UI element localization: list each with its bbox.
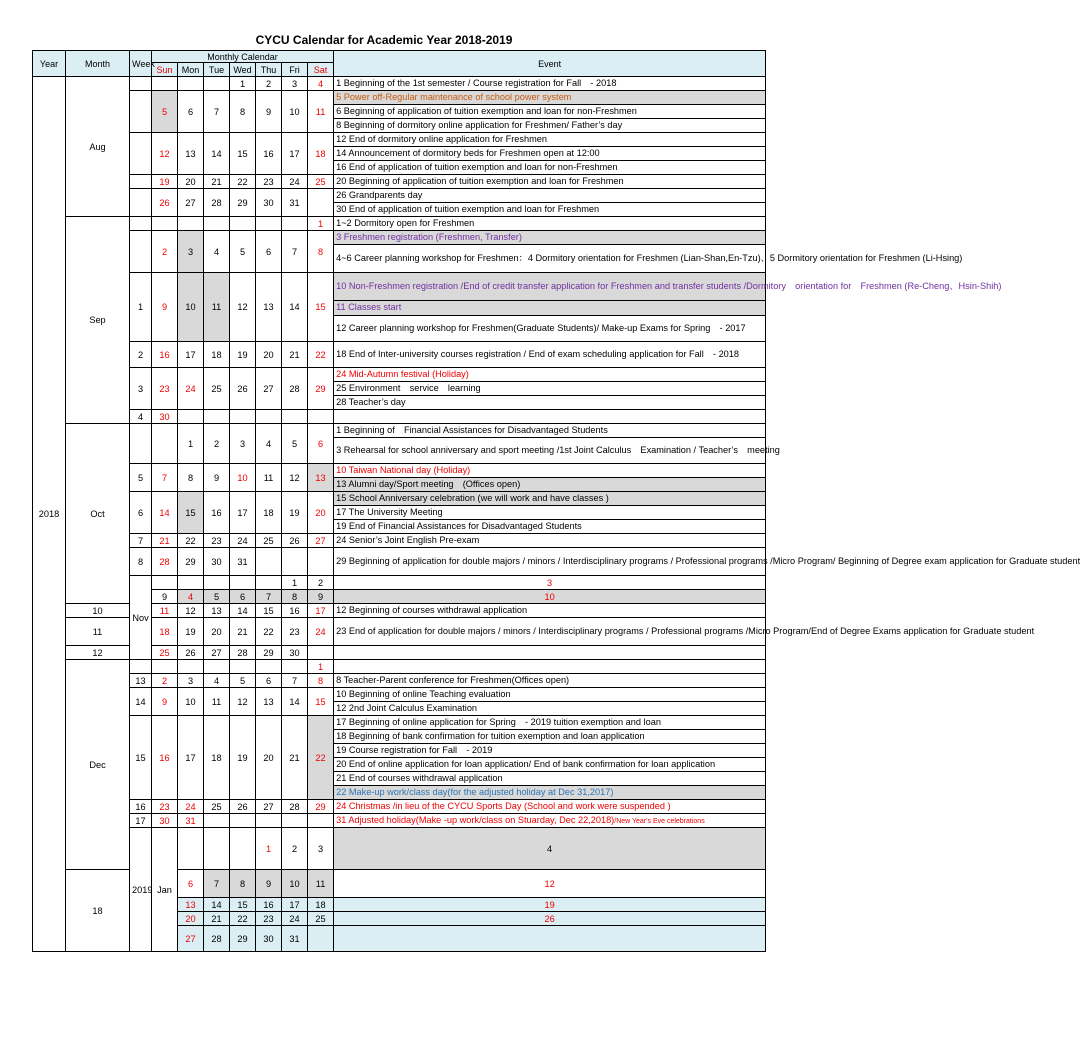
month-cell: Nov: [130, 576, 152, 660]
week-cell: [130, 175, 152, 189]
week-cell: 2: [130, 342, 152, 368]
day-cell: 22: [308, 342, 334, 368]
week-cell: [130, 660, 152, 674]
day-cell: 1: [256, 828, 282, 870]
day-cell: 3: [178, 231, 204, 273]
month-cell: Aug: [66, 77, 130, 217]
day-cell: 29: [308, 368, 334, 410]
day-header: Thu: [256, 63, 282, 77]
day-cell: 2: [152, 231, 178, 273]
day-cell: 16: [204, 492, 230, 534]
day-cell: 15: [308, 688, 334, 716]
day-cell: 29: [178, 548, 204, 576]
day-cell: 29: [308, 800, 334, 814]
day-cell: 20: [308, 492, 334, 534]
day-cell: 29: [230, 189, 256, 217]
month-cell: Sep: [66, 217, 130, 424]
day-cell: 11: [204, 273, 230, 342]
day-cell: 21: [204, 175, 230, 189]
day-cell: 6: [256, 674, 282, 688]
year-header: Year: [33, 51, 66, 77]
day-cell: 12: [230, 688, 256, 716]
week-cell: [130, 217, 152, 231]
day-cell: 13: [256, 688, 282, 716]
day-cell: 23: [204, 534, 230, 548]
day-cell: 14: [204, 898, 230, 912]
day-cell: 24: [282, 175, 308, 189]
day-cell: 10: [230, 464, 256, 492]
day-cell: 18: [204, 716, 230, 800]
day-cell: 7: [282, 674, 308, 688]
day-cell: 27: [308, 534, 334, 548]
day-cell: 20: [204, 618, 230, 646]
day-cell: 6: [178, 91, 204, 133]
week-cell: 3: [130, 368, 152, 410]
day-cell: [308, 189, 334, 217]
day-cell: 16: [152, 342, 178, 368]
day-cell: 22: [178, 534, 204, 548]
day-cell: 2: [256, 77, 282, 91]
day-cell: 7: [152, 464, 178, 492]
day-cell: 5: [230, 674, 256, 688]
day-cell: 10: [178, 273, 204, 342]
day-cell: 23: [152, 368, 178, 410]
day-cell: 12: [282, 464, 308, 492]
day-cell: 24: [230, 534, 256, 548]
event-cell: 24 Christmas /in lieu of the CYCU Sports Day (School and work were suspended ): [334, 800, 766, 814]
event-cell: 19 End of Financial Assistances for Disadvantaged Students: [334, 520, 766, 534]
event-cell: [334, 814, 766, 828]
week-cell: 6: [130, 492, 152, 534]
week-cell: [130, 77, 152, 91]
day-cell: 25: [256, 534, 282, 548]
day-cell: 5: [230, 231, 256, 273]
day-cell: 20: [178, 175, 204, 189]
event-cell: 13 Alumni day/Sport meeting (Offices open): [334, 478, 766, 492]
day-cell: 15: [308, 273, 334, 342]
week-cell: 16: [130, 800, 152, 814]
day-cell: 11: [308, 91, 334, 133]
day-cell: 9: [256, 870, 282, 898]
day-cell: 19: [152, 175, 178, 189]
day-cell: 16: [152, 716, 178, 800]
day-cell: 19: [178, 618, 204, 646]
day-cell: 2: [282, 828, 308, 870]
day-cell: 12: [152, 133, 178, 175]
day-cell: 18: [308, 133, 334, 175]
day-cell: 26: [230, 800, 256, 814]
week-cell: 17: [130, 814, 152, 828]
day-cell: 8: [230, 870, 256, 898]
day-cell: 24: [178, 800, 204, 814]
day-cell: 16: [282, 604, 308, 618]
day-cell: 23: [282, 618, 308, 646]
week-cell: [130, 424, 152, 464]
event-cell: 22 Make-up work/class day(for the adjusted holiday at Dec 31,2017): [334, 786, 766, 800]
event-cell: 8 Teacher-Parent conference for Freshmen(Offices open): [334, 674, 766, 688]
day-cell: 21: [152, 534, 178, 548]
week-cell: 9: [152, 590, 178, 604]
day-cell: 26: [334, 912, 766, 926]
day-cell: 22: [230, 175, 256, 189]
day-cell: 28: [230, 646, 256, 660]
day-cell: 8: [308, 231, 334, 273]
event-cell: 29 Beginning of application for double majors / minors / Interdisciplinary programs / Professional programs /Micro Program/ Beginning of Degree exam application for Graduate student: [334, 548, 766, 576]
day-cell: 24: [308, 618, 334, 646]
event-cell: 10 Taiwan National day (Holiday): [334, 464, 766, 478]
day-cell: 14: [282, 688, 308, 716]
week-cell: 11: [66, 618, 130, 646]
day-cell: 15: [230, 133, 256, 175]
event-cell: 26 Grandparents day: [334, 189, 766, 203]
page-title: CYCU Calendar for Academic Year 2018-2019: [255, 33, 513, 47]
day-cell: 13: [178, 133, 204, 175]
month-cell: Jan: [152, 828, 178, 952]
week-cell: 14: [130, 688, 152, 716]
day-cell: 21: [282, 342, 308, 368]
day-cell: 14: [230, 604, 256, 618]
event-cell: [334, 660, 766, 674]
event-cell: 14 Announcement of dormitory beds for Freshmen open at 12:00: [334, 147, 766, 161]
week-cell: 10: [66, 604, 130, 618]
day-cell: 13: [256, 273, 282, 342]
week-cell: 1: [130, 273, 152, 342]
day-cell: 4: [334, 828, 766, 870]
day-cell: 27: [204, 646, 230, 660]
day-cell: 28: [204, 189, 230, 217]
day-cell: [204, 77, 230, 91]
day-cell: 24: [282, 912, 308, 926]
day-cell: 30: [256, 189, 282, 217]
week-cell: 5: [130, 464, 152, 492]
week-cell: 18: [66, 870, 130, 952]
day-cell: 14: [204, 133, 230, 175]
day-cell: 30: [152, 814, 178, 828]
day-cell: 25: [204, 800, 230, 814]
day-cell: 27: [178, 189, 204, 217]
day-cell: 8: [230, 91, 256, 133]
day-cell: 25: [308, 175, 334, 189]
day-cell: 3: [178, 674, 204, 688]
event-cell: 12 2nd Joint Calculus Examination: [334, 702, 766, 716]
week-cell: 13: [130, 674, 152, 688]
day-cell: 14: [282, 273, 308, 342]
day-cell: 10: [282, 870, 308, 898]
day-header: Wed: [230, 63, 256, 77]
day-cell: 26: [178, 646, 204, 660]
day-cell: 4: [204, 231, 230, 273]
day-cell: [178, 77, 204, 91]
day-cell: 13: [178, 898, 204, 912]
day-cell: 23: [152, 800, 178, 814]
day-cell: 26: [282, 534, 308, 548]
day-cell: 5: [204, 590, 230, 604]
day-cell: 12: [230, 273, 256, 342]
event-cell: 1 Beginning of Financial Assistances for Disadvantaged Students: [334, 424, 766, 438]
day-cell: 4: [256, 424, 282, 464]
day-header: Sat: [308, 63, 334, 77]
day-cell: 13: [204, 604, 230, 618]
day-cell: 1: [282, 576, 308, 590]
day-cell: 27: [178, 926, 204, 952]
event-cell: 11 Classes start: [334, 301, 766, 316]
event-cell: 3 Freshmen registration (Freshmen, Transfer): [334, 231, 766, 245]
day-cell: 11: [308, 870, 334, 898]
event-cell: 19 Course registration for Fall - 2019: [334, 744, 766, 758]
day-cell: 16: [256, 133, 282, 175]
day-cell: 25: [308, 912, 334, 926]
event-cell: 12 Beginning of courses withdrawal application: [334, 604, 766, 618]
day-cell: 13: [308, 464, 334, 492]
day-cell: 8: [282, 590, 308, 604]
day-cell: 22: [230, 912, 256, 926]
day-cell: 6: [308, 424, 334, 464]
day-cell: 19: [282, 492, 308, 534]
day-cell: 18: [152, 618, 178, 646]
day-cell: 8: [178, 464, 204, 492]
event-cell: 17 The University Meeting: [334, 506, 766, 520]
day-cell: 26: [230, 368, 256, 410]
year-cell: 2019: [130, 828, 152, 952]
day-cell: 10: [178, 688, 204, 716]
day-cell: 11: [204, 688, 230, 716]
event-cell: 1 Beginning of the 1st semester / Course registration for Fall - 2018: [334, 77, 766, 91]
event-cell: 10 Non-Freshmen registration /End of credit transfer application for Freshmen and transfer students /Dormitory orientation for Freshmen (Re-Cheng、Hsin-Shih): [334, 273, 766, 301]
day-header: Mon: [178, 63, 204, 77]
week-cell: [178, 828, 204, 870]
day-cell: 5: [152, 91, 178, 133]
day-cell: 11: [152, 604, 178, 618]
day-cell: 31: [282, 926, 308, 952]
event-cell: 24 Senior’s Joint English Pre-exam: [334, 534, 766, 548]
event-cell: 18 Beginning of bank confirmation for tuition exemption and loan application: [334, 730, 766, 744]
event-cell: 21 End of courses withdrawal application: [334, 772, 766, 786]
day-cell: 9: [308, 590, 334, 604]
event-cell: 30 End of application of tuition exemption and loan for Freshmen: [334, 203, 766, 217]
event-cell: 20 End of online application for loan application/ End of bank confirmation for loan application: [334, 758, 766, 772]
event-cell: 24 Mid-Autumn festival (Holiday): [334, 368, 766, 382]
calendar-table: [32, 50, 1080, 952]
day-cell: 7: [204, 870, 230, 898]
event-cell: 5 Power off-Regular maintenance of school power system: [334, 91, 766, 105]
day-cell: 21: [204, 912, 230, 926]
week-cell: 7: [130, 534, 152, 548]
day-cell: 28: [152, 548, 178, 576]
day-cell: 24: [178, 368, 204, 410]
day-cell: 28: [204, 926, 230, 952]
week-cell: [130, 231, 152, 273]
day-cell: 20: [256, 716, 282, 800]
week-cell: 15: [130, 716, 152, 800]
month-header: Month: [66, 51, 130, 77]
day-cell: 3: [230, 424, 256, 464]
day-cell: 17: [178, 342, 204, 368]
day-cell: 25: [204, 368, 230, 410]
event-cell: 8 Beginning of dormitory online application for Freshmen/ Father’s day: [334, 119, 766, 133]
day-cell: 31: [178, 814, 204, 828]
day-cell: 7: [256, 590, 282, 604]
event-cell: 10 Beginning of online Teaching evaluation: [334, 688, 766, 702]
day-cell: 7: [282, 231, 308, 273]
day-cell: 17: [308, 604, 334, 618]
event-cell: 1~2 Dormitory open for Freshmen: [334, 217, 766, 231]
day-cell: 25: [152, 646, 178, 660]
day-cell: 16: [256, 898, 282, 912]
event-cell: 23 End of application for double majors / minors / Interdisciplinary programs / Professional programs /Micro Program/End of Degree Exams application for Graduate student: [334, 618, 766, 646]
event-cell: 12 Career planning workshop for Freshmen(Graduate Students)/ Make-up Exams for Spring - 2017: [334, 316, 766, 342]
day-cell: 26: [152, 189, 178, 217]
event-note: /New Year's Eve celebrations: [614, 817, 705, 825]
day-cell: 15: [230, 898, 256, 912]
day-cell: 10: [282, 91, 308, 133]
day-cell: 19: [230, 716, 256, 800]
day-cell: 18: [308, 898, 334, 912]
event-cell: 12 End of dormitory online application for Freshmen: [334, 133, 766, 147]
day-cell: 8: [308, 674, 334, 688]
week-cell: 12: [66, 646, 130, 660]
day-cell: 29: [256, 646, 282, 660]
week-cell: [130, 91, 152, 133]
day-cell: 9: [204, 464, 230, 492]
day-cell: 6: [230, 590, 256, 604]
day-cell: 17: [282, 133, 308, 175]
day-cell: 14: [152, 492, 178, 534]
day-cell: 9: [152, 688, 178, 716]
day-cell: 12: [334, 870, 766, 898]
day-header: Tue: [204, 63, 230, 77]
day-cell: 9: [256, 91, 282, 133]
event-cell: [334, 410, 766, 424]
day-cell: 18: [204, 342, 230, 368]
event-cell: 4~6 Career planning workshop for Freshmen：4 Dormitory orientation for Freshmen (Lian-Shan,En-Tzu)、5 Dormitory orientation for Freshmen (Li-Hsing): [334, 245, 766, 273]
day-cell: 17: [178, 716, 204, 800]
day-cell: 19: [334, 898, 766, 912]
day-cell: 2: [308, 576, 334, 590]
week-cell: 8: [130, 548, 152, 576]
day-cell: 30: [152, 410, 178, 424]
day-cell: 22: [308, 716, 334, 800]
day-cell: 20: [256, 342, 282, 368]
day-cell: 4: [308, 77, 334, 91]
day-header: Sun: [152, 63, 178, 77]
day-cell: 17: [282, 898, 308, 912]
day-cell: 31: [282, 189, 308, 217]
event-cell: 3 Rehearsal for school anniversary and sport meeting /1st Joint Calculus Examination / Teacher’s meeting: [334, 438, 766, 464]
day-cell: 2: [204, 424, 230, 464]
event-cell: 18 End of Inter-university courses registration / End of exam scheduling application for Fall - 2018: [334, 342, 766, 368]
week-header: Week: [130, 51, 152, 77]
event-header: Event: [334, 51, 766, 77]
day-cell: 27: [256, 368, 282, 410]
week-cell: [130, 133, 152, 175]
event-text: 31 Adjusted holiday(Make -up work/class on Stuarday, Dec 22,2018): [336, 814, 615, 825]
day-cell: 22: [256, 618, 282, 646]
day-cell: 23: [256, 912, 282, 926]
day-cell: 27: [256, 800, 282, 814]
day-cell: 15: [178, 492, 204, 534]
event-cell: 17 Beginning of online application for Spring - 2019 tuition exemption and loan: [334, 716, 766, 730]
day-header: Fri: [282, 63, 308, 77]
event-cell: 15 School Anniversary celebration (we will work and have classes ): [334, 492, 766, 506]
week-cell: [130, 189, 152, 217]
day-cell: 23: [256, 175, 282, 189]
day-cell: 3: [282, 77, 308, 91]
month-cell: Oct: [66, 424, 130, 604]
day-cell: 21: [282, 716, 308, 800]
day-cell: 11: [256, 464, 282, 492]
day-cell: 28: [282, 800, 308, 814]
day-cell: 1: [230, 77, 256, 91]
day-cell: 30: [204, 548, 230, 576]
event-cell: 28 Teacher’s day: [334, 396, 766, 410]
day-cell: 30: [256, 926, 282, 952]
event-cell: 25 Environment service learning: [334, 382, 766, 396]
day-cell: 29: [230, 926, 256, 952]
day-cell: 19: [230, 342, 256, 368]
day-cell: 17: [230, 492, 256, 534]
event-cell: 16 End of application of tuition exemption and loan for non-Freshmen: [334, 161, 766, 175]
day-cell: 9: [152, 273, 178, 342]
day-cell: 7: [204, 91, 230, 133]
day-cell: 4: [178, 590, 204, 604]
day-cell: 12: [178, 604, 204, 618]
day-cell: 6: [256, 231, 282, 273]
day-cell: 3: [334, 576, 766, 590]
week-cell: 4: [130, 410, 152, 424]
day-cell: 3: [308, 828, 334, 870]
day-cell: 10: [334, 590, 766, 604]
day-cell: 20: [178, 912, 204, 926]
day-cell: 1: [308, 217, 334, 231]
day-cell: 18: [256, 492, 282, 534]
day-cell: 4: [204, 674, 230, 688]
monthly-calendar-header: Monthly Calendar: [152, 51, 334, 63]
day-cell: 21: [230, 618, 256, 646]
day-cell: 2: [152, 674, 178, 688]
event-cell: 6 Beginning of application of tuition exemption and loan for non-Freshmen: [334, 105, 766, 119]
day-cell: 31: [230, 548, 256, 576]
event-cell: 20 Beginning of application of tuition exemption and loan for Freshmen: [334, 175, 766, 189]
week-cell: [152, 576, 178, 590]
day-cell: 5: [282, 424, 308, 464]
day-cell: [152, 77, 178, 91]
day-cell: 15: [256, 604, 282, 618]
day-cell: 6: [178, 870, 204, 898]
event-cell: [334, 646, 766, 660]
day-cell: 28: [282, 368, 308, 410]
month-cell: Dec: [66, 660, 130, 870]
day-cell: 1: [308, 660, 334, 674]
day-cell: 30: [282, 646, 308, 660]
day-cell: 1: [178, 424, 204, 464]
year-cell: 2018: [33, 77, 66, 952]
